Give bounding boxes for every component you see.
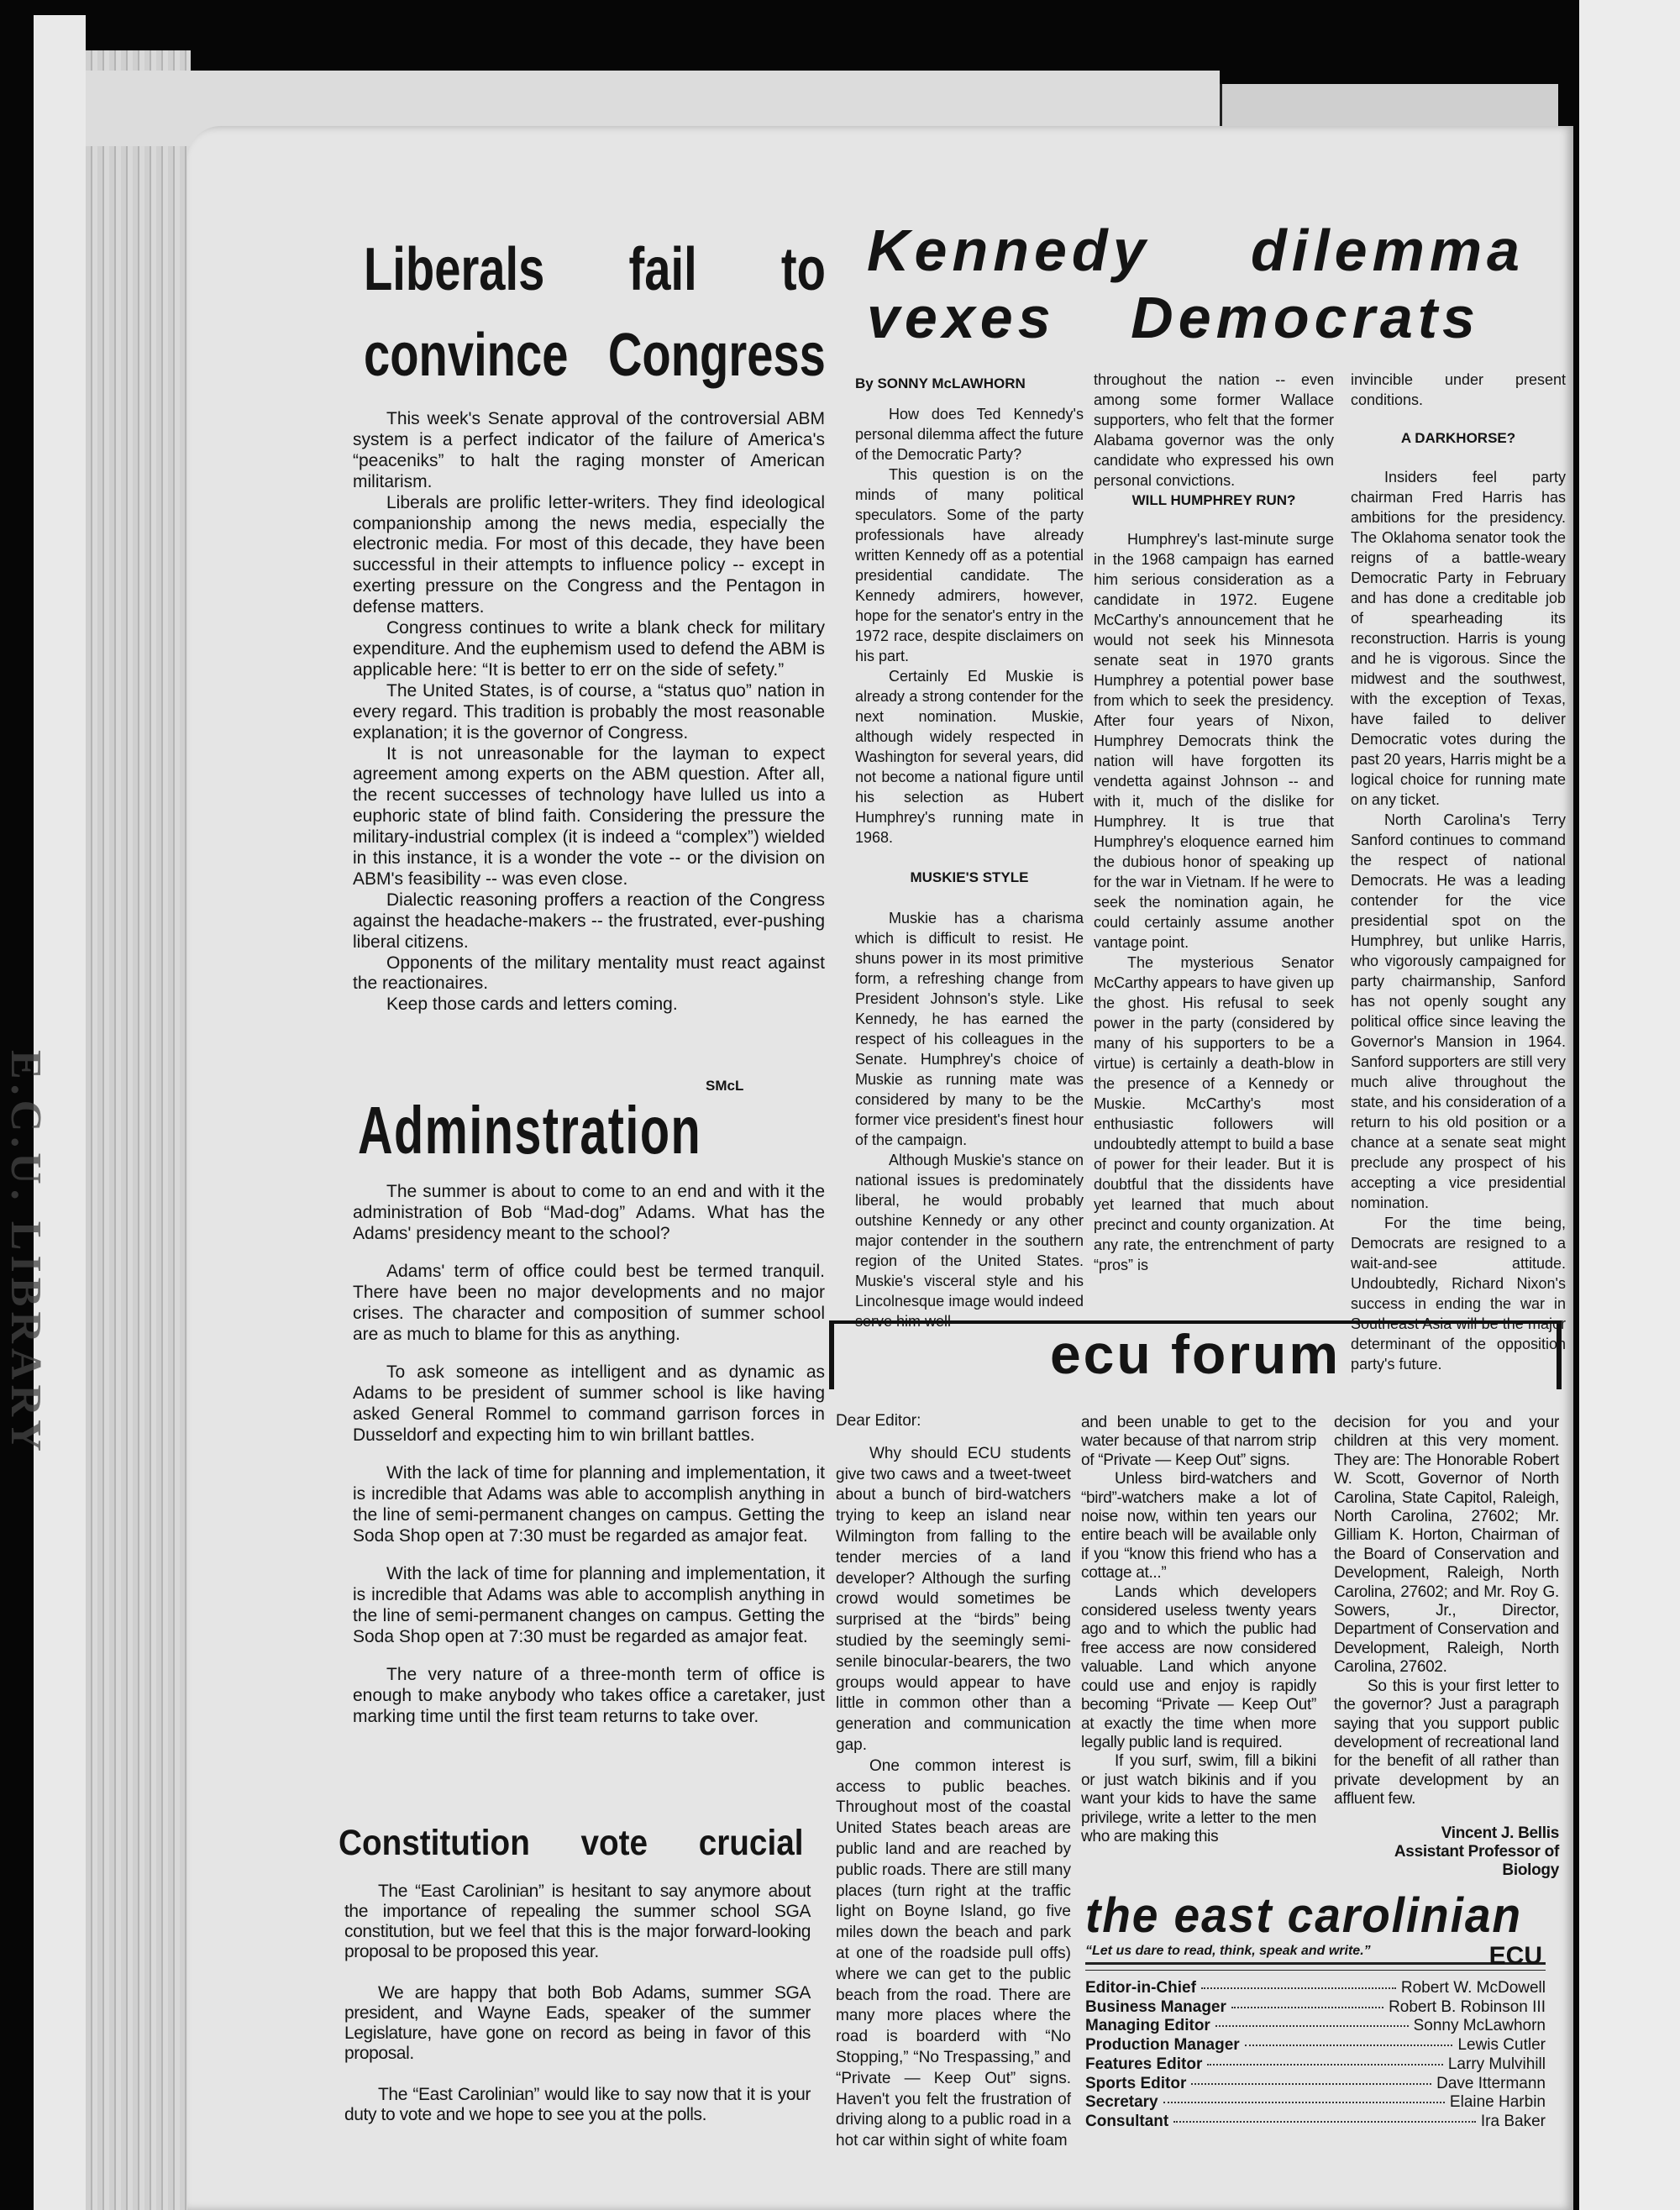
paragraph: Insiders feel party chairman Fred Harris has ambitions for the presidency. The Oklahoma senator took the reigns of a battle-weary Democratic Party in February and has done a creditable job of spearheading its reconstruction. Harris is young and he is vigorous. Since the midwest and the southwest, with the exception of Texas, have failed to deliver Democratic votes during the past 20 years, Harris might be a logical choice for running mate on any ticket. <box>1351 469 1566 808</box>
paragraph: Lands which developers considered useless twenty years ago and to which the public had free access are now considered valuable. Land which anyone could use and enjoy is rapidly becoming “Private — Keep Out” at exactly the time when more legally public land is required. <box>1081 1583 1316 1751</box>
letter-salutation: Dear Editor: <box>836 1412 921 1430</box>
dot-leader <box>1207 2064 1442 2066</box>
letter-column <box>836 1411 1071 2152</box>
paragraph: Although Muskie's stance on national issues is predominately liberal, he would probably outshine Kennedy or any other major contender in the southern region of the United States. Muskie's visceral style and his Lincolnesque image would indeed serve him well <box>855 1152 1084 1330</box>
staff-role: Production Manager <box>1085 2036 1240 2055</box>
staff-row <box>1085 2036 1546 2055</box>
dot-leader <box>1245 2045 1453 2046</box>
dot-leader <box>1231 2007 1383 2008</box>
paragraph: The “East Carolinian” is hesitant to say anymore about the importance of repealing the summer school SGA constitution, but we feel that this is the major forward-looking proposal to be proposed this year. <box>344 1882 811 1961</box>
staff-role: Features Editor <box>1085 2055 1203 2073</box>
paragraph: Dialectic reasoning proffers a reaction of the Congress against the headache-makers -- the frustrated, ever-pushing liberal citizens. <box>353 890 825 952</box>
paragraph: How does Ted Kennedy's personal dilemma affect the future of the Democratic Party? <box>855 406 1084 463</box>
staff-role: Managing Editor <box>1085 2017 1210 2035</box>
staff-list <box>1085 1979 1546 2132</box>
forum-header-box <box>829 1320 1562 1389</box>
dot-leader <box>1163 2102 1445 2103</box>
staff-name: Larry Mulvihill <box>1447 2055 1546 2073</box>
staff-row <box>1085 2017 1546 2036</box>
staff-row <box>1085 2113 1546 2132</box>
administration-article-body <box>353 1181 825 1744</box>
constitution-article-body <box>344 1882 811 2146</box>
paragraph: Adams' term of office could best be termed tranquil. There have been no major developments and no major crises. The character and composition of summer school are as much to blame for this as anything. <box>353 1262 825 1344</box>
kennedy-column <box>855 374 1084 1331</box>
page-stack-edges <box>86 50 191 2210</box>
staff-row <box>1085 2093 1546 2113</box>
signature-title: Assistant Professor of Biology <box>1394 1842 1559 1880</box>
headline-line: vexes Democrats <box>867 285 1480 350</box>
staff-role: Secretary <box>1085 2093 1158 2112</box>
headline-line: Liberals fail to <box>364 236 826 303</box>
staff-role: Sports Editor <box>1085 2074 1187 2092</box>
paragraph: Muskie has a charisma which is difficult to resist. He shuns power in its most primitive form, a refreshing change from President Johnson's style. Like Kennedy, he has earned the respect of his colleagues in the Senate. Humphrey's choice of Muskie as running mate was considered by many to be the former vice president's finest hour of the campaign. <box>855 910 1084 1148</box>
paragraph: invincible under present conditions. <box>1351 371 1566 408</box>
dot-leader <box>1191 2083 1431 2085</box>
subheading: WILL HUMPHREY RUN? <box>1131 492 1296 508</box>
divider <box>1085 1970 1546 1971</box>
paragraph: Keep those cards and letters coming. <box>386 995 678 1015</box>
paragraph: The summer is about to come to an end and with it the administration of Bob “Mad-dog” Adams. What has the Adams' presidency meant to the school? <box>353 1182 825 1243</box>
staff-name: Dave Ittermann <box>1436 2074 1546 2092</box>
paragraph: North Carolina's Terry Sanford continues to command the respect of national Democrats. He was a leading contender for the vice presidential spot on the Humphrey, but unlike Harris, who vigorously campaigned for party chairmanship, Sanford has not openly sought any political office since leaving the Governor's Mansion in 1964. Sanford supporters are still very much alive throughout the state, and his consideration of a return to his old position or a chance at a senate seat might preclude any prospect of his accepting a vice presidential nomination. <box>1351 811 1566 1211</box>
staff-row <box>1085 2055 1546 2075</box>
subheading: A DARKHORSE? <box>1400 430 1516 446</box>
paragraph: decision for you and your children at this very moment. They are: The Honorable Robert W. Scott, Governor of North Carolina, State Capitol, Raleigh, North Carolina, 27602; Mr. Gilliam K. Horton, Chairman of the Board of Conservation and Development, Raleigh, North Carolina, 27602; and Mr. Roy G. Sowers, Jr., Director, Department of Conservation and Development, Raleigh, North Carolina, 27602. <box>1334 1414 1559 1677</box>
dot-leader <box>1215 2025 1409 2027</box>
paragraph: and been unable to get to the water because of that narrom strip of “Private — Keep Out” signs. <box>1081 1414 1316 1469</box>
masthead-title: the east carolinian <box>1085 1888 1522 1943</box>
staff-row <box>1085 1979 1546 1998</box>
headline-line: convince Congress <box>364 322 826 389</box>
staff-role: Business Manager <box>1085 1997 1226 2016</box>
masthead <box>1085 1890 1546 2132</box>
staff-name: Ira Baker <box>1480 2112 1546 2130</box>
paragraph: Congress continues to write a blank check for military expenditure. And the euphemism used to defend the ABM is applicable here: “It is better to err on the side of sefety.” <box>353 618 825 680</box>
paragraph: It is not unreasonable for the layman to expect agreement among experts on the ABM question. After all, the recent successes of technology have lulled us into a euphoric state of blind faith. Considering the pressure the military-industrial complex (it is indeed a “complex”) wielded in this instance, it is a wonder the vote -- or the division on ABM's feasibility -- was even close. <box>353 743 825 889</box>
paragraph: Why should ECU students give two caws and a tweet-tweet about a bunch of bird-watchers trying to keep an island near Wilmington from falling to the tender mercies of a land developer? Although the surfing crowd would sometimes be surprised at the “birds” being studied by the seemingly semi-senile binocular-bearers, the two groups would appear to have little in common other than a generation and communication gap. <box>836 1444 1071 1754</box>
paragraph: Humphrey's last-minute surge in the 1968 campaign has earned him serious consideration as a candidate in 1972. Eugene McCarthy's announcement that he would not seek his Minnesota senate seat in 1970 grants Humphrey a potential power base from which to seek the presidency. After four years of Nixon, Humphrey Democrats think the nation will have forgotten its vendetta against Johnson -- and with it, much of the dislike for Humphrey. It is true that Humphrey's eloquence earned him the dubious honor of speaking up for the war in Vietnam. If he were to seek the nomination again, he could certainly assume another vantage point. <box>1094 531 1334 951</box>
paragraph: Opponents of the military mentality must react against the reactionaires. <box>353 953 825 994</box>
signature-name: Vincent J. Bellis <box>1441 1824 1559 1842</box>
letter-column <box>1081 1414 1316 1846</box>
paragraph: Liberals are prolific letter-writers. They find ideological companionship among the news media, especially the electronic media. For most of this decade, they have been successful in their attempts to influence policy -- except in exerting pressure on the Congress and the Pentagon in defense matters. <box>353 492 825 617</box>
paragraph: The “East Carolinian” would like to say now that it is your duty to vote and we hope to see you at the polls. <box>344 2085 811 2124</box>
masthead-motto: “Let us dare to read, think, speak and write.” <box>1085 1944 1371 1958</box>
library-stamp: E.C.U. LIBRARY <box>2 1050 50 1457</box>
staff-row <box>1085 2075 1546 2094</box>
paragraph: If you surf, swim, fill a bikini or just watch bikinis and if you want your kids to have the same privilege, write a letter to the men who are making this <box>1081 1752 1316 1845</box>
subheading: MUSKIE'S STYLE <box>910 869 1029 885</box>
letter-column <box>1334 1414 1559 1881</box>
headline-line: Kennedy dilemma <box>867 218 1525 283</box>
staff-role: Consultant <box>1085 2112 1169 2130</box>
staff-row <box>1085 1998 1546 2018</box>
paragraph: With the lack of time for planning and implementation, it is incredible that Adams was able to accomplish anything in the line of semi-permanent changes on campus. Getting the Soda Shop open at 7:30 must be regarded as amajor feat. <box>353 1463 825 1546</box>
paragraph: One common interest is access to public beaches. Throughout most of the coastal United States beach areas are public land and are reached by public roads. There are still many places (turn right at the traffic light on Boyne Island, go five miles down the beach and park at one of the roadside pull offs) where we can get to the public beach from the road. There are many more places where the road is boarderd with “No Stopping,” “No Trespassing,” and “Private — Keep Out” signs. Haven't you felt the frustration of driving along to a public road in a hot car within sight of white foam <box>836 1756 1071 2150</box>
staff-name: Lewis Cutler <box>1457 2036 1546 2055</box>
paragraph: This question is on the minds of many political speculators. Some of the party professionals have already written Kennedy off as a potential presidential candidate. The Kennedy admirers, however, hope for the senator's entry in the 1972 race, despite disclaimers on his part. <box>855 466 1084 664</box>
staff-name: Robert W. McDowell <box>1400 1979 1546 1997</box>
kennedy-column <box>1351 370 1566 1374</box>
kennedy-column <box>1094 370 1334 1275</box>
paragraph: To ask someone as intelligent and as dynamic as Adams to be president of summer school is like having asked General Rommel to command garrison forces in Dusseldorf and expecting him to win brillant battles. <box>353 1362 825 1445</box>
paragraph: We are happy that both Bob Adams, summer SGA president, and Wayne Eads, speaker of the summer Legislature, have gone on record as being in favor of this proposal. <box>344 1983 811 2063</box>
paragraph: This week's Senate approval of the controversial ABM system is a perfect indicator of the failure of America's “peaceniks” to halt the raging monster of American militarism. <box>353 409 825 491</box>
paragraph: The mysterious Senator McCarthy appears to have given up the ghost. His refusal to seek power in the party (considered by many of his supporters to be a virtue) is certainly a death-blow in the presence of a Kennedy or Muskie. McCarthy's most enthusiastic followers will undoubtedly attempt to build a base of power for their leader. But it is doubtful that the dissidents have yet learned that much about precinct and county organization. At any rate, the entrenchment of party “pros” is <box>1094 954 1334 1273</box>
paragraph: Unless bird-watchers and “bird”-watchers make a lot of noise now, within ten years our entire beach will be available only if you “know this friend who has a cottage at...” <box>1081 1470 1316 1583</box>
paragraph: For the time being, Democrats are resigned to a wait-and-see attitude. Undoubtedly, Richard Nixon's success in ending the war in Southeast Asia will be the major determinant of the opposition party's future. <box>1351 1215 1566 1373</box>
letter-signature <box>1334 1824 1559 1881</box>
dot-leader <box>1201 1987 1396 1989</box>
paragraph: Certainly Ed Muskie is already a strong contender for the next nomination. Muskie, although widely respected in Washington for several years, did not become a national figure until his selection as Hubert Humphrey's running mate in 1968. <box>855 668 1084 846</box>
ecu-logo-icon: ECU <box>1488 1942 1542 1970</box>
byline: By SONNY McLAWHORN <box>855 375 1026 391</box>
paragraph: The United States, is of course, a “status quo” nation in every regard. This tradition is probably the most reasonable explanation; it is the governor of Congress. <box>353 680 825 743</box>
paragraph: The very nature of a three-month term of office is enough to make anybody who takes office a caretaker, just marking time until the first team returns to take over. <box>353 1665 825 1726</box>
staff-name: Sonny McLawhorn <box>1413 2017 1546 2035</box>
dot-leader <box>1173 2121 1476 2123</box>
paragraph: With the lack of time for planning and implementation, it is incredible that Adams was able to accomplish anything in the line of semi-permanent changes on campus. Getting the Soda Shop open at 7:30 must be regarded as amajor feat. <box>353 1564 825 1646</box>
paragraph: So this is your first letter to the governor? Just a paragraph saying that you support public development of recreational land for the benefit of all rather than private development by an affluent few. <box>1334 1677 1559 1808</box>
forum-title: ecu forum <box>1049 1323 1341 1385</box>
paragraph: throughout the nation -- even among some former Wallace supporters, who felt that the former Alabama governor was the only candidate who expressed his own personal convictions. <box>1094 371 1334 489</box>
divider <box>1085 1962 1546 1965</box>
liberals-headline <box>364 227 826 398</box>
liberals-article-body <box>353 409 825 1016</box>
author-initials: SMcL <box>706 1078 744 1094</box>
headline-line: Constitution vote crucial <box>339 1823 804 1863</box>
adjacent-page-strip <box>1579 0 1680 2210</box>
staff-name: Elaine Harbin <box>1449 2093 1546 2112</box>
kennedy-headline <box>867 217 1525 351</box>
constitution-headline <box>339 1823 804 1864</box>
administration-headline: Adminstration <box>358 1093 702 1168</box>
staff-role: Editor-in-Chief <box>1085 1979 1196 1997</box>
staff-name: Robert B. Robinson III <box>1389 1997 1546 2016</box>
